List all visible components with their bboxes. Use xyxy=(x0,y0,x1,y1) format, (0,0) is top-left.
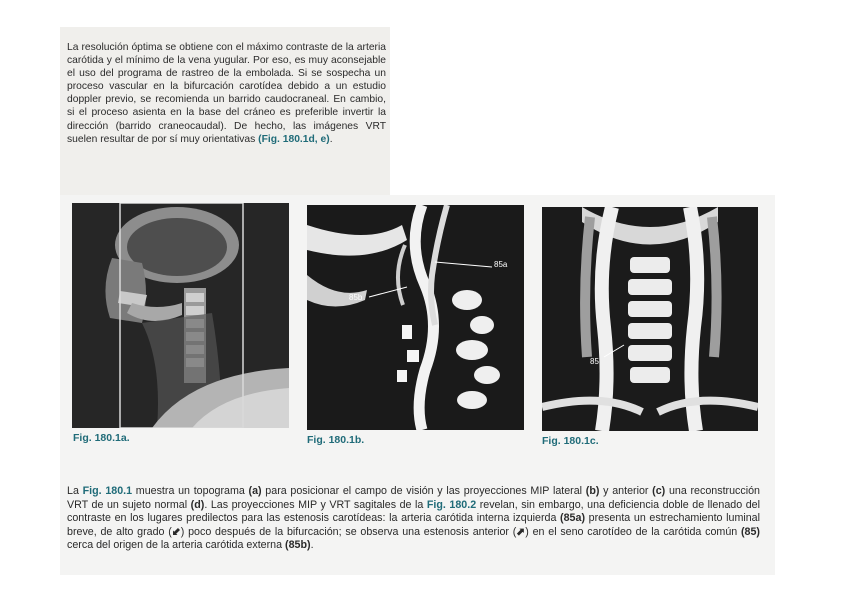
figure-reference: Fig. 180.2 xyxy=(426,498,477,511)
top-paragraph-text: La resolución óptima se obtiene con el máximo contraste de la arteria carótida y el mínimo de la vena yugular. Por eso, es muy aconsejable el uso del programa de rastreo de la embolada. Si se sospecha un proceso vascular en la bifurcación carotídea debido a un estudio doppler previo, se recomienda un barrido caudocraneal. En cambio, si el proceso asienta en la base del cráneo es preferible invertir la dirección (barrido craneocaudal). De hecho, las imágenes VRT suelen resultar de por sí muy orientativas xyxy=(67,42,386,145)
text-segment: muestra un topograma xyxy=(132,485,249,497)
figure-a-topogram-image xyxy=(72,203,289,428)
text-segment: La xyxy=(67,485,83,497)
top-paragraph-end: . xyxy=(329,133,333,145)
top-paragraph xyxy=(60,27,390,146)
figure-c-caption: Fig. 180.1c. xyxy=(542,435,599,447)
structure-reference: (85) xyxy=(740,525,760,538)
figure-reference: (Fig. 180.1d, e) xyxy=(258,133,330,145)
text-segment: . xyxy=(310,539,314,552)
text-segment: ) en el seno carotídeo de la carótida común xyxy=(525,525,741,538)
label-85a: 85a xyxy=(494,260,508,269)
figure-b-mip-lateral-image xyxy=(307,205,524,430)
bottom-paragraph xyxy=(67,485,760,553)
text-segment: una reconstrucción VRT de un sujeto normal xyxy=(67,485,760,511)
panel-reference: (b) xyxy=(585,485,600,497)
text-segment: revelan, sin embargo, una deficiencia doble de llenado del contraste en los lugares predilectos para las estenosis carotídeas: la arteria carótida interna izquierda xyxy=(67,498,760,525)
text-segment: y anterior xyxy=(599,485,653,497)
structure-reference: (85a) xyxy=(560,512,585,525)
arrow-up-right-icon: ⬈ xyxy=(516,525,526,538)
structure-reference: (85b) xyxy=(285,539,311,552)
arrow-down-left-icon: ⬋ xyxy=(171,525,181,538)
text-segment: . Las proyecciones MIP y VRT sagitales de la xyxy=(204,498,427,511)
text-segment: ) poco después de la bifurcación; se observa una estenosis anterior ( xyxy=(180,525,517,538)
figure-a-caption: Fig. 180.1a. xyxy=(73,432,130,444)
label-85: 85 xyxy=(590,357,599,366)
text-segment: para posicionar el campo de visión y las proyecciones MIP lateral xyxy=(261,485,586,497)
panel-reference: (a) xyxy=(248,485,262,497)
figure-c-mip-anterior-image xyxy=(542,207,758,431)
top-text-scan xyxy=(60,27,390,195)
figure-reference: Fig. 180.1 xyxy=(82,485,133,497)
text-segment: cerca del origen de la arteria carótida externa xyxy=(67,539,286,552)
label-85b: 85b xyxy=(349,293,363,302)
panel-reference: (d) xyxy=(190,498,205,511)
text-segment: presenta un estrechamiento luminal breve, de alto grado ( xyxy=(67,512,760,538)
panel-reference: (c) xyxy=(652,485,666,497)
figure-b-caption: Fig. 180.1b. xyxy=(307,434,365,446)
